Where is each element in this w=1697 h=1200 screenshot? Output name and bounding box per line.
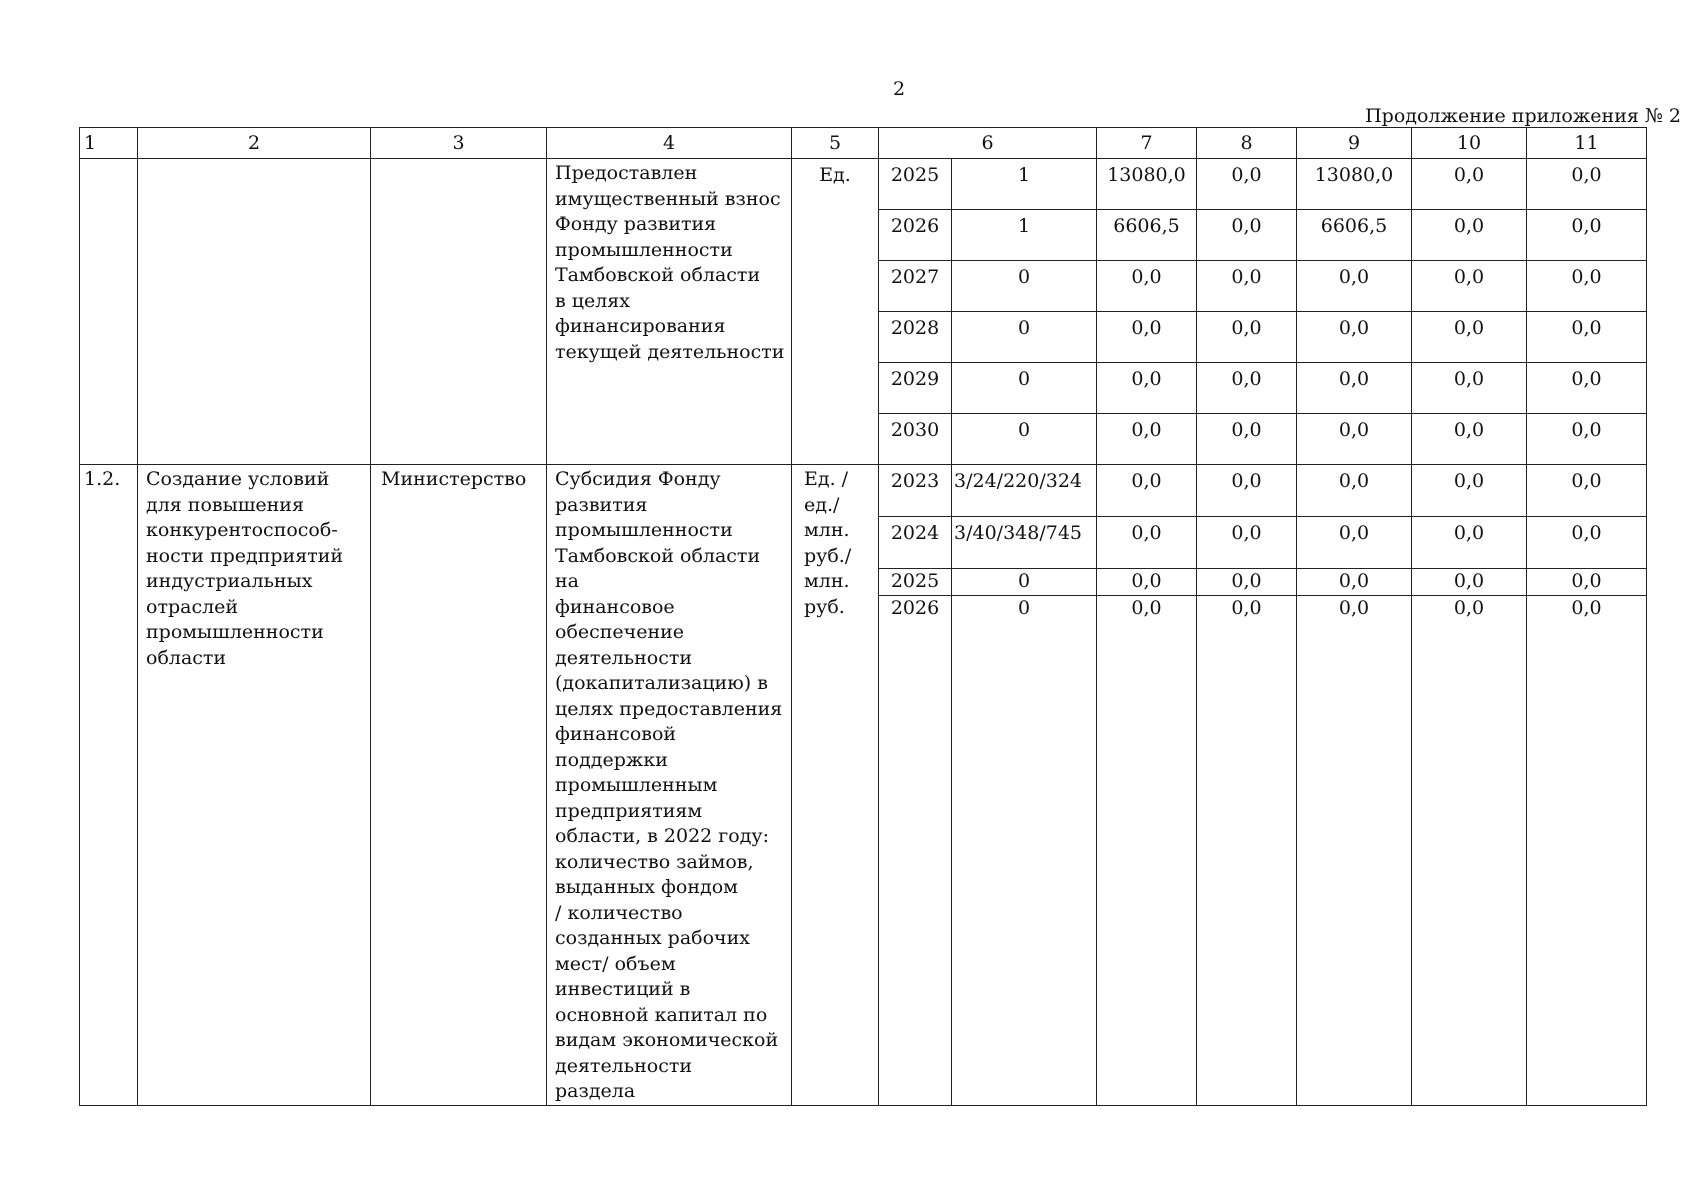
cell-value: 0,0: [1297, 363, 1412, 414]
cell-value: 0,0: [1097, 596, 1197, 1105]
cell-value: 6606,5: [1097, 210, 1197, 261]
cell-value: 0,0: [1412, 517, 1527, 569]
cell-value: 0,0: [1412, 210, 1527, 261]
page-number: 2: [893, 78, 906, 100]
cell-value: 0,0: [1527, 465, 1647, 517]
cell-name: [138, 159, 371, 465]
cell-value: 0,0: [1197, 312, 1297, 363]
cell-number: 1.2.: [80, 465, 138, 1106]
col-header: 3: [371, 128, 547, 159]
cell-value: 0,0: [1527, 312, 1647, 363]
table-row: [80, 465, 1647, 517]
cell-value: 13080,0: [1297, 159, 1412, 210]
cell-value: 13080,0: [1097, 159, 1197, 210]
cell-year: 2030: [879, 414, 952, 465]
cell-unit: Ед. / ед./ млн. руб./ млн. руб.: [792, 465, 879, 1106]
cell-value: 1: [952, 210, 1097, 261]
cell-value: 0,0: [1197, 596, 1297, 1105]
cell-year: 2029: [879, 363, 952, 414]
cell-value: 0,0: [1097, 465, 1197, 517]
cell-value: 0,0: [1412, 312, 1527, 363]
cell-value: 0,0: [1197, 517, 1297, 569]
cell-value: 0,0: [1527, 569, 1647, 596]
cell-executor: Министерство: [371, 465, 547, 1106]
cell-value: 0,0: [1197, 569, 1297, 596]
cell-value: 3/24/220/324: [952, 465, 1097, 517]
cell-value: 0,0: [1197, 210, 1297, 261]
col-header: 7: [1097, 128, 1197, 159]
cell-value: 0,0: [1412, 159, 1527, 210]
cell-value: 0,0: [1412, 465, 1527, 517]
cell-value: 0,0: [1097, 517, 1197, 569]
cell-value: 0,0: [1527, 210, 1647, 261]
cell-value: 0,0: [1412, 261, 1527, 312]
cell-year: 2024: [879, 517, 952, 569]
continuation-caption: Продолжение приложения № 2: [1365, 105, 1681, 127]
cell-year: 2027: [879, 261, 952, 312]
cell-name: Создание условий для повышения конкурентоспособ- ности предприятий индустриальных отраслей промышленности области: [138, 465, 371, 1106]
cell-value: 0,0: [1527, 261, 1647, 312]
cell-value: 0,0: [1197, 261, 1297, 312]
col-header: 11: [1527, 128, 1647, 159]
cell-value: 0,0: [1412, 569, 1527, 596]
cell-value: 0: [952, 414, 1097, 465]
cell-value: 0,0: [1527, 596, 1647, 1105]
cell-value: 0,0: [1097, 363, 1197, 414]
col-header: 6: [879, 128, 1097, 159]
column-numbers-row: [80, 128, 1647, 159]
col-header: 5: [792, 128, 879, 159]
cell-number: [80, 159, 138, 465]
cell-value: 0: [952, 569, 1097, 596]
col-header: 8: [1197, 128, 1297, 159]
cell-value: 0,0: [1527, 414, 1647, 465]
cell-value: 0,0: [1297, 517, 1412, 569]
cell-value: 0,0: [1297, 261, 1412, 312]
cell-year: 2026: [879, 596, 952, 1105]
cell-value: 0: [952, 261, 1097, 312]
cell-value: 0,0: [1297, 569, 1412, 596]
cell-value: 0,0: [1297, 414, 1412, 465]
col-header: 1: [80, 128, 138, 159]
table-row: [80, 159, 1647, 210]
cell-indicator: Предоставлен имущественный взнос Фонду развития промышленности Тамбовской области в целях финансирования текущей деятельности: [547, 159, 792, 465]
col-header: 10: [1412, 128, 1527, 159]
col-header: 9: [1297, 128, 1412, 159]
cell-value: 0,0: [1197, 414, 1297, 465]
col-header: 4: [547, 128, 792, 159]
cell-year: 2028: [879, 312, 952, 363]
cell-year: 2026: [879, 210, 952, 261]
cell-value: 0,0: [1527, 517, 1647, 569]
cell-value: 0,0: [1527, 159, 1647, 210]
cell-indicator: Субсидия Фонду развития промышленности Тамбовской области на финансовое обеспечение деятельности (докапитализацию) в целях предоставления финансовой поддержки промышленным предприятиям области, в 2022 году: количество займов, выданных фондом / количество созданных рабочих мест/ объем инвестиций в основной капитал по видам экономической деятельности раздела: [547, 465, 792, 1106]
cell-value: 0,0: [1197, 363, 1297, 414]
cell-value: 0,0: [1197, 159, 1297, 210]
cell-value: 0: [952, 312, 1097, 363]
cell-value: 0,0: [1527, 363, 1647, 414]
cell-year: 2023: [879, 465, 952, 517]
cell-value: 0,0: [1097, 312, 1197, 363]
cell-value: 0,0: [1412, 596, 1527, 1105]
cell-value: 3/40/348/745: [952, 517, 1097, 569]
cell-value: 0,0: [1297, 596, 1412, 1105]
cell-year: 2025: [879, 159, 952, 210]
cell-value: 0: [952, 363, 1097, 414]
cell-value: 0,0: [1097, 414, 1197, 465]
col-header: 2: [138, 128, 371, 159]
cell-value: 6606,5: [1297, 210, 1412, 261]
cell-value: 0,0: [1297, 312, 1412, 363]
cell-unit: Ед.: [792, 159, 879, 465]
cell-value: 1: [952, 159, 1097, 210]
cell-value: 0,0: [1097, 569, 1197, 596]
cell-value: 0,0: [1297, 465, 1412, 517]
cell-value: 0,0: [1197, 465, 1297, 517]
cell-value: 0,0: [1097, 261, 1197, 312]
cell-year: 2025: [879, 569, 952, 596]
appendix-table: [79, 127, 1647, 1106]
cell-value: 0: [952, 596, 1097, 1105]
cell-value: 0,0: [1412, 414, 1527, 465]
cell-value: 0,0: [1412, 363, 1527, 414]
cell-executor: [371, 159, 547, 465]
